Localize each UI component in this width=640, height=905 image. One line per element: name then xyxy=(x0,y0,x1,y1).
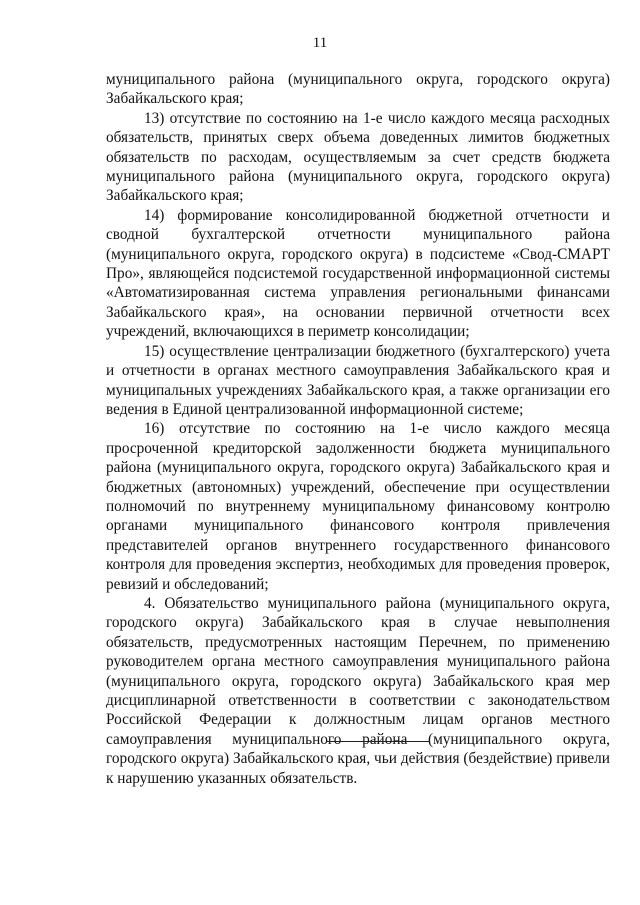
paragraph-item-16: 16) отсутствие по состоянию на 1-е число каждого месяца просроченной кредиторской задолженности бюджета муниципального района (муниципального округа, городского округа) Забайкальского края и бюджетных (автономных) учреждений, обеспечение при осуществлении полномочий по внутреннему муниципальному финансовому контролю органами муниципального финансового контроля привлечения представителей органов внутреннего государственного финансового контроля для проведения экспертиз, необходимых для проведения проверок, ревизий и обследований; xyxy=(106,420,610,593)
paragraph-item-14: 14) формирование консолидированной бюджетной отчетности и сводной бухгалтерской отчетности муниципального района (муниципального округа, городского округа) в подсистеме «Свод-СМАРТ Про», являющейся подсистемой государственной информационной системы «Автоматизированная система управления региональными финансами Забайкальского края», на основании первичной отчетности всех учреждений, включающихся в периметр консолидации; xyxy=(106,206,610,341)
end-separator-line xyxy=(326,741,430,742)
paragraph-section-4: 4. Обязательство муниципального района (муниципального округа, городского округа) Забайкальского края в случае невыполнения обязательств, предусмотренных настоящим Перечнем, по применению руководителем органа местного самоуправления муниципального района (муниципального округа, городского округа) Забайкальского края мер дисциплинарной ответственности в соответствии с законодательством Российской Федерации к должностным лицам органов местного самоуправления муниципального района (муниципального округа, городского округа) Забайкальского края, чьи действия (бездействие) привели к нарушению указанных обязательств. xyxy=(106,594,610,787)
page-number: 11 xyxy=(312,35,328,51)
paragraph-item-15: 15) осуществление централизации бюджетного (бухгалтерского) учета и отчетности в органах местного самоуправления Забайкальского края и муниципальных учреждениях Забайкальского края, а также организации его ведения в Единой централизованной информационной системе; xyxy=(106,342,610,418)
paragraph-continuation: муниципального района (муниципального округа, городского округа) Забайкальского края; xyxy=(106,71,610,108)
paragraph-item-13: 13) отсутствие по состоянию на 1-е число каждого месяца расходных обязательств, принятых сверх объема доведенных лимитов бюджетных обязательств по расходам, осуществляемым за счет средств бюджета муниципального района (муниципального округа, городского округа) Забайкальского края; xyxy=(106,109,610,205)
document-body xyxy=(106,70,610,788)
